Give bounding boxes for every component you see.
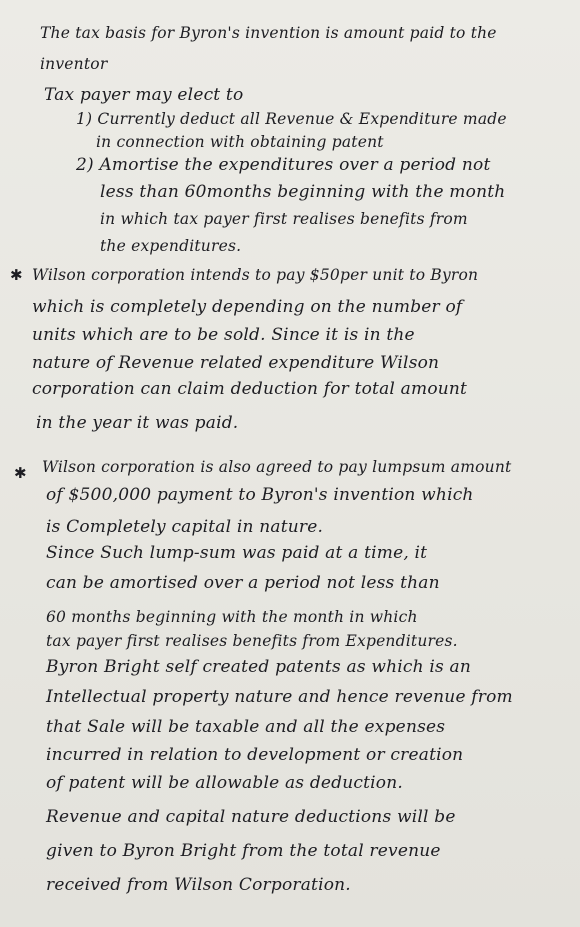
- text-line: which is completely depending on the number of: [32, 297, 463, 317]
- text-line: in which tax payer first realises benefits from: [100, 210, 468, 228]
- text-line: Tax payer may elect to: [44, 85, 244, 105]
- bullet-star: ✱: [10, 266, 23, 284]
- text-line: of patent will be allowable as deduction.: [46, 773, 403, 793]
- text-line: Wilson corporation is also agreed to pay lumpsum amount: [42, 458, 512, 476]
- text-line: Wilson corporation intends to pay $50per unit to Byron: [32, 266, 479, 284]
- text-line: 60 months beginning with the month in which: [46, 608, 418, 626]
- text-line: inventor: [40, 55, 108, 73]
- text-line: in the year it was paid.: [36, 413, 239, 433]
- text-line: that Sale will be taxable and all the expenses: [46, 717, 446, 737]
- text-line: 1) Currently deduct all Revenue & Expenditure made: [76, 110, 507, 128]
- text-line: tax payer first realises benefits from Expenditures.: [46, 632, 458, 650]
- text-line: given to Byron Bright from the total revenue: [46, 841, 441, 861]
- text-line: received from Wilson Corporation.: [46, 875, 351, 895]
- text-line: Byron Bright self created patents as which is an: [46, 657, 472, 677]
- text-line: Since Such lump-sum was paid at a time, it: [46, 543, 428, 563]
- text-line: 2) Amortise the expenditures over a period not: [76, 155, 491, 175]
- text-line: units which are to be sold. Since it is in the: [32, 325, 415, 345]
- text-line: Intellectual property nature and hence revenue from: [46, 687, 513, 707]
- text-line: Revenue and capital nature deductions will be: [46, 807, 456, 827]
- text-line: The tax basis for Byron's invention is amount paid to the: [40, 24, 497, 42]
- text-line: nature of Revenue related expenditure Wilson: [32, 353, 440, 373]
- text-line: corporation can claim deduction for total amount: [32, 379, 468, 399]
- text-line: less than 60months beginning with the month: [100, 182, 506, 202]
- text-line: the expenditures.: [100, 237, 242, 255]
- text-line: is Completely capital in nature.: [46, 517, 324, 537]
- text-line: of $500,000 payment to Byron's invention which: [46, 485, 474, 505]
- bullet-star: ✱: [14, 464, 27, 482]
- text-line: incurred in relation to development or creation: [46, 745, 464, 765]
- text-line: in connection with obtaining patent: [96, 133, 384, 151]
- text-line: can be amortised over a period not less than: [46, 573, 440, 593]
